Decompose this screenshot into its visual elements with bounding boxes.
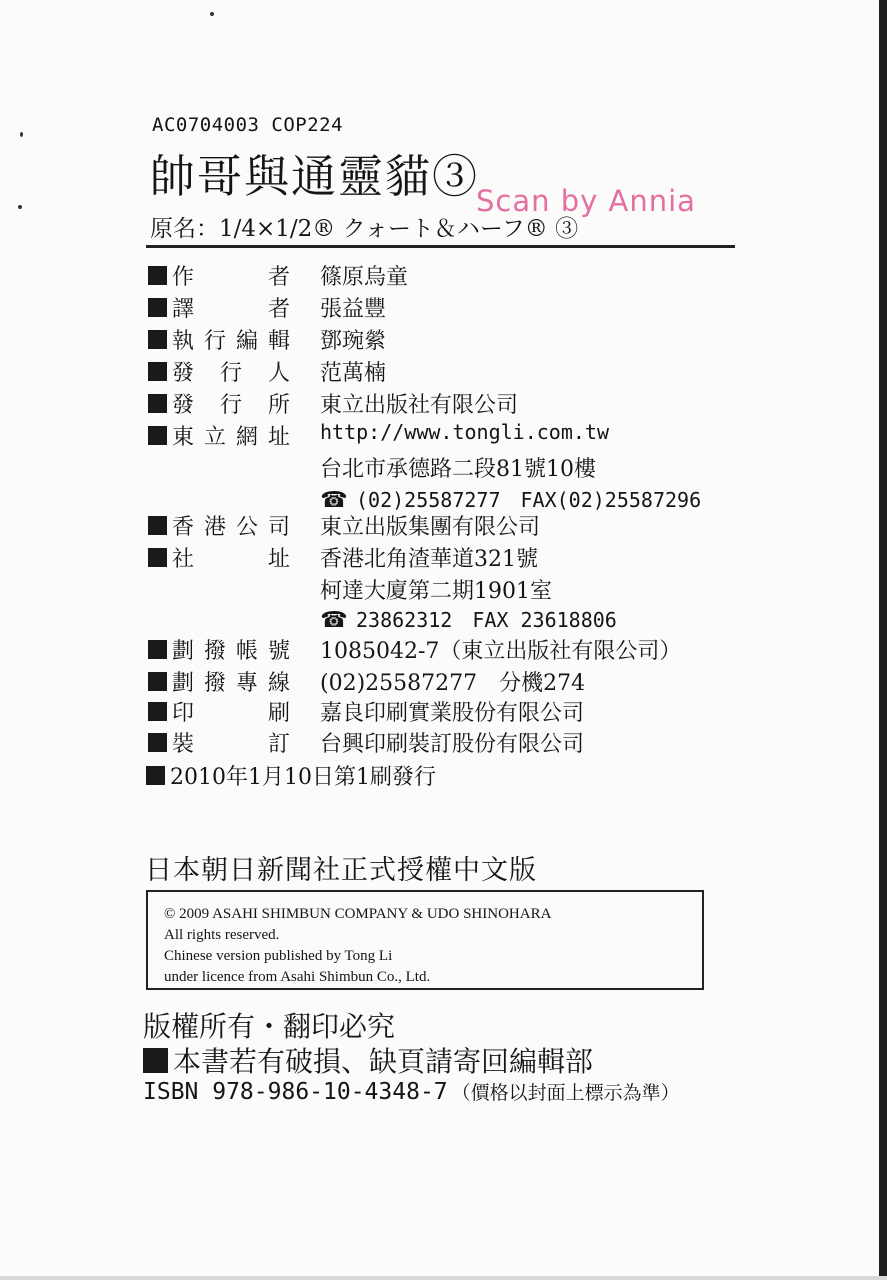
credit-row-website: [148, 420, 768, 452]
scan-watermark: Scan by Annia: [476, 184, 696, 218]
credit-label: 譯 者: [172, 297, 290, 322]
price-note: （價格以封面上標示為準）: [451, 1082, 680, 1104]
tongli-phone: (02)25587277 FAX(02)25587296: [356, 488, 702, 512]
credit-value: 范萬楠: [320, 361, 387, 386]
hk-address2-row: [148, 574, 768, 606]
credit-label: 香港公司: [172, 515, 290, 540]
credit-label: 執行編輯: [172, 329, 290, 354]
credit-label: 劃撥專線: [172, 671, 290, 696]
black-square-icon: [148, 298, 167, 317]
page-edge-shadow: [879, 0, 887, 1280]
black-square-icon: [148, 516, 167, 535]
credit-value: 東立出版集團有限公司: [320, 515, 541, 540]
telephone-icon: ☎: [320, 488, 348, 513]
black-square-icon: [146, 766, 165, 785]
hk-address2: 柯達大廈第二期1901室: [320, 579, 552, 604]
copyright-line: All rights reserved.: [164, 927, 280, 943]
credit-label: 印 刷: [172, 701, 290, 726]
black-square-icon: [148, 426, 167, 445]
tongli-address-row: [148, 452, 768, 484]
credit-value: 1085042-7（東立出版社有限公司）: [320, 639, 682, 664]
title-divider: [146, 245, 735, 248]
credit-row-editor: [148, 324, 768, 356]
authorization-statement: 日本朝日新聞社正式授權中文版: [145, 855, 537, 886]
credit-row-translator: [148, 292, 768, 324]
tongli-address: 台北市承德路二段81號10樓: [320, 457, 596, 482]
hk-phone: 23862312 FAX 23618806: [356, 608, 617, 632]
original-title: 原名：1/4×1/2® クォート＆ハーフ® ③: [150, 216, 579, 242]
website-url: http://www.tongli.com.tw: [320, 420, 609, 444]
black-square-icon: [148, 394, 167, 413]
credit-value: 嘉良印刷實業股份有限公司: [320, 701, 585, 726]
isbn-number: ISBN 978-986-10-4348-7: [143, 1079, 448, 1105]
transfer-account-row: [148, 634, 768, 666]
black-square-icon: [143, 1048, 168, 1073]
credit-row-publishing-house: [148, 388, 768, 420]
binding-row: [148, 727, 768, 759]
credit-row-publisher: [148, 356, 768, 388]
credit-value: (02)25587277 分機274: [320, 671, 586, 696]
hk-company-row: [148, 510, 768, 542]
credit-value: 篠原烏童: [320, 265, 409, 290]
print-date-text: 2010年1月10日第1刷發行: [170, 765, 436, 790]
credit-label: 東立網址: [172, 425, 290, 450]
copyright-line: Chinese version published by Tong Li: [164, 948, 393, 964]
scan-speck: [20, 132, 23, 137]
black-square-icon: [148, 548, 167, 567]
credit-value: 台興印刷裝訂股份有限公司: [320, 732, 585, 757]
scan-speck: [210, 12, 214, 16]
transfer-line-row: [148, 666, 768, 698]
credit-value: 鄧琬縈: [320, 329, 387, 354]
page-bottom-edge: [0, 1276, 887, 1280]
credit-value: 香港北角渣華道321號: [320, 547, 538, 572]
credit-label: 劃撥帳號: [172, 639, 290, 664]
black-square-icon: [148, 733, 167, 752]
copyright-line: © 2009 ASAHI SHIMBUN COMPANY & UDO SHINOHARA: [164, 906, 552, 922]
damaged-notice-text: 本書若有破損、缺頁請寄回編輯部: [173, 1045, 594, 1078]
book-title: 帥哥與通靈貓③: [150, 150, 480, 203]
isbn-line: [143, 1078, 680, 1105]
printing-row: [148, 696, 768, 728]
damaged-notice: [143, 1040, 593, 1080]
black-square-icon: [148, 640, 167, 659]
copyright-line: under licence from Asahi Shimbun Co., Ltd.: [164, 969, 431, 985]
credit-label: 發行人: [172, 361, 290, 386]
black-square-icon: [148, 702, 167, 721]
hk-address-row: [148, 542, 768, 574]
credit-value: 東立出版社有限公司: [320, 393, 519, 418]
print-date: [146, 760, 436, 791]
black-square-icon: [148, 362, 167, 381]
scan-speck: [18, 205, 22, 209]
credit-label: 發行所: [172, 393, 290, 418]
rights-reserved: 版權所有・翻印必究: [143, 1010, 396, 1043]
credit-label: 社 址: [172, 547, 290, 572]
black-square-icon: [148, 330, 167, 349]
credit-label: 作 者: [172, 265, 290, 290]
telephone-icon: ☎: [320, 608, 348, 633]
black-square-icon: [148, 266, 167, 285]
product-code: AC0704003 COP224: [152, 114, 344, 136]
copyright-box: [146, 890, 704, 990]
credit-value: 張益豐: [320, 297, 387, 322]
credit-row-author: [148, 260, 768, 292]
black-square-icon: [148, 672, 167, 691]
hk-phone-row: [148, 604, 768, 636]
credit-label: 裝 訂: [172, 732, 290, 757]
